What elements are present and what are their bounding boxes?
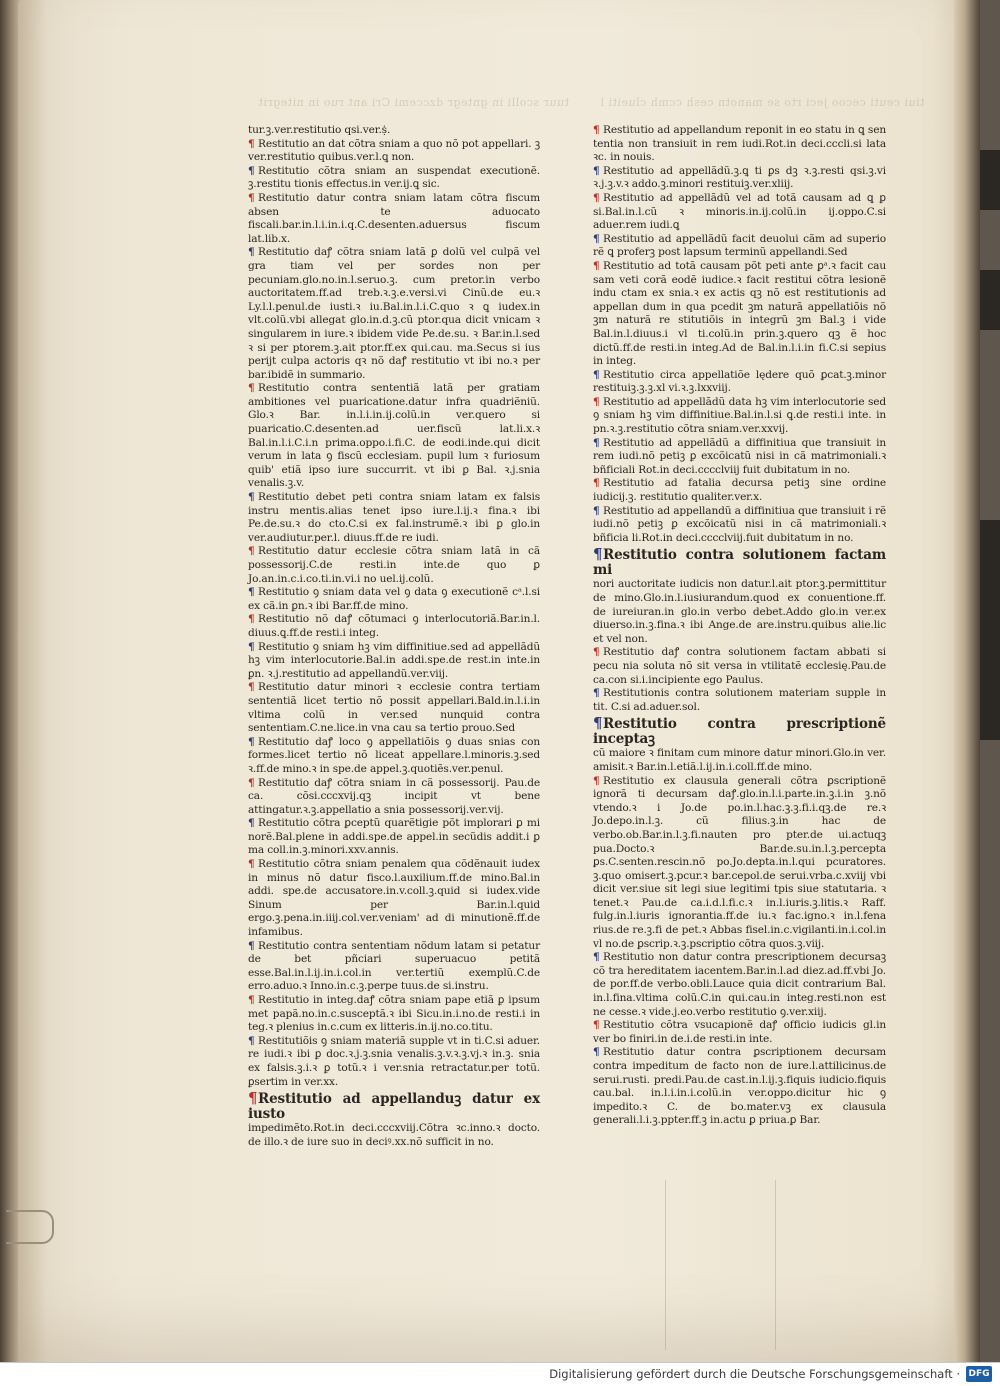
page-fore-edge xyxy=(954,0,980,1362)
text-entry xyxy=(593,716,886,747)
paragraph-mark-icon: ¶ xyxy=(593,646,600,659)
text-entry xyxy=(248,192,540,246)
paragraph-mark-icon: ¶ xyxy=(593,774,600,787)
dfg-logo[interactable]: DFG xyxy=(966,1366,992,1382)
entry-text: Restitutio ad totã causam põt peti ante ꝑᵃ.ꝛ facit cau sam veti corã eodẽ iudice.ꝛ facit restitui cõtra lesionẽ indu ctam ex snia.ꝛ ex actis qꝫ nõ est restitutionis ad appellan dum in qua pcedit ꝫm naturã appellatiõis nõ ꝫm naturã re stitutiõis in integrũ ꝫm Bal.ꝫ i vide Bal.in.l.diuus.i vl ti.colũ.in prin.ꝫ.quero qꝫ ẽ hoc dictũ.ff.de resti.in integ.Ad de Bal.in.l.i.in fi.C.si sepius in integ. xyxy=(593,259,886,368)
entry-text: Restitutio nõ daꝭ cõtumaci ꝯ interlocutoriã.Bar.in.l. diuus.ꝗ.ff.de resti.i integ. xyxy=(248,613,540,639)
paragraph-mark-icon: ¶ xyxy=(248,545,255,558)
entry-text: Restitutio ad appellandum reponit in eo statu in ꝗ sen tentia non transiuit in rem iudi.Rot.in deci.cccli.si lata ꝛc. in nouis. xyxy=(593,124,886,164)
paragraph-mark-icon: ¶ xyxy=(593,124,600,136)
entry-text: Restitutio contra solutionem factam mi xyxy=(593,547,886,579)
paragraph-mark-icon: ¶ xyxy=(248,1089,258,1108)
entry-text: Restitutio datur ecclesie cõtra sniam latã in cã possessorij.C.de resti.in inte.de quo ꝑ Jo.an.in.c.i.co.ti.in.vi.i no uel.ij.colũ. xyxy=(248,545,540,585)
paragraph-mark-icon: ¶ xyxy=(593,687,600,700)
paragraph-mark-icon: ¶ xyxy=(248,776,255,789)
funding-credit: Digitalisierung gefördert durch die Deutsche Forschungsgemeinschaft · xyxy=(549,1367,960,1381)
entry-text: Restitutio datur minori ꝛ ecclesie contra tertiam sententiã licet tertio nõ possit appellari.Bald.in.l.i.in vltima colũ in ver.sed nunquid contra sententiam.C.ne.lice.in vna cau sa tertio prouo.Sed xyxy=(248,681,540,735)
entry-text: Restitutio daꝭ contra solutionem factam abbati si pecu nia soluta nõ sit versa in vtilitatẽ ecclesię.Pau.de ca.con si.i.incipiente ego Paulus. xyxy=(593,646,886,686)
text-entry xyxy=(593,646,886,687)
entry-text: impedimẽto.Rot.in deci.cccxviij.Cõtra ꝛc.inno.ꝛ docto. de illo.ꝛ de iure suo in deciꝰ.xx.nõ sufficit in no. xyxy=(248,1122,540,1148)
entry-text: Restitutio ad appellãdũ a diffinitiua que transiuit in rem iudi.nõ petiꝫ ꝑ excõicatũ nisi in cã matrimoniali.ꝛ bñficiali Rot.in deci.cccclviij fuit dubitatum in no. xyxy=(593,436,886,476)
paragraph-mark-icon: ¶ xyxy=(593,504,600,517)
left-text-column xyxy=(248,124,540,1149)
text-entry xyxy=(248,858,540,940)
text-entry xyxy=(248,124,540,138)
entry-text: Restitutio ad fatalia decursa petiꝫ sine ordine iudicij.ꝫ. restitutio qualiter.ver.x. xyxy=(593,477,886,504)
paragraph-mark-icon: ¶ xyxy=(593,545,603,564)
text-entry xyxy=(593,369,886,396)
text-entry xyxy=(248,777,540,818)
entry-text: cũ maiore ꝛ finitam cum minore datur minori.Glo.in ver. amisit.ꝛ Bar.in.l.etiã.l.ij.in.i.coll.ff.de mino. xyxy=(593,747,886,773)
text-entry xyxy=(593,437,886,478)
text-entry xyxy=(248,1122,540,1149)
entry-text: Restitutio daꝭ cõtra sniam in cã possessorij. Pau.de ca. cõsi.cccxvij.qꝫ incipit vt bene attingatur.ꝛ.ꝫ.appellatio a snia possessorij.ver.vij. xyxy=(248,776,540,816)
text-entry xyxy=(248,491,540,545)
paragraph-mark-icon: ¶ xyxy=(248,613,255,626)
entry-text: Restitutio ꝯ sniam data vel ꝯ data ꝯ executionẽ cᵃ.l.si ex cã.in ꝑn.ꝛ ibi Bar.ff.de mino. xyxy=(248,586,540,612)
entry-text: Restitutio in integ.daꝭ cõtra sniam pape etiã ꝑ ipsum met papã.no.in.c.susceptã.ꝛ ibi Sicu.in.i.no.de resti.i in teg.ꝛ plenius in.c.cum ex litteris.in.ij.no.co.titu. xyxy=(248,994,540,1034)
text-entry xyxy=(593,233,886,260)
paragraph-mark-icon: ¶ xyxy=(593,436,600,449)
entry-text: nori auctoritate iudicis non datur.l.ait ptor.ꝫ.permittitur de mino.Glo.in.l.iusiurandum.quod ex conuentione.ff. de iureiuran.in glo.in verbo debet.Addo glo.in ver.ex diuerso.in.ꝫ.fina.ꝛ ibi Ange.de are.instru.quibus alie.lic et vel non. xyxy=(593,578,886,645)
entry-text: Restitutio debet peti contra sniam latam ex falsis instru mentis.alias tenet ipso iure.l.ij.ꝛ fina.ꝛ ibi Pe.de.su.ꝛ do cto.C.si ex fal.instrumẽ.ꝛ ibi ꝑ glo.in ver.audiutur.per.l. diuus.ff.de re iudi. xyxy=(248,491,540,544)
entry-text: Restitutio cõtra vsucapionẽ daꝭ officio iudicis gl.in ver bo finiri.in de.i.de resti.in inte. xyxy=(593,1019,886,1045)
paragraph-mark-icon: ¶ xyxy=(248,586,255,599)
paragraph-mark-icon: ¶ xyxy=(248,735,255,748)
text-entry xyxy=(248,817,540,858)
text-entry xyxy=(593,192,886,233)
entry-text: Restitutio ad appellãdũ facit deuolui cãm ad superio rẽ ꝗ proferꝫ post lapsum terminũ appellandi.Sed xyxy=(593,232,886,259)
adjacent-page-sliver xyxy=(980,150,1000,210)
paragraph-mark-icon: ¶ xyxy=(593,477,600,490)
text-entry xyxy=(593,396,886,437)
text-entry xyxy=(593,477,886,504)
text-entry xyxy=(593,547,886,578)
paragraph-mark-icon: ¶ xyxy=(248,817,255,830)
text-entry xyxy=(593,747,886,774)
text-entry xyxy=(593,951,886,1019)
entry-text: Restitutio cõtra ꝑceptũ quarẽtigie põt implorari ꝑ mi norẽ.Bal.plene in addi.spe.de appel.in secũdis addit.i ꝑ ma coll.in.ꝫ.minori.xxv.annis. xyxy=(248,817,540,857)
paragraph-mark-icon: ¶ xyxy=(593,191,600,204)
paragraph-mark-icon: ¶ xyxy=(593,714,603,733)
text-entry xyxy=(593,775,886,952)
footer-bar xyxy=(0,1362,1000,1386)
paragraph-mark-icon: ¶ xyxy=(248,491,255,504)
text-entry xyxy=(248,165,540,192)
text-entry xyxy=(248,545,540,586)
text-entry xyxy=(593,1046,886,1128)
entry-text: Restitutio ad appellandũ a diffinitiua que transiuit i rẽ iudi.nõ petiꝫ ꝑ excõicatũ nisi in cã matrimoniali.ꝛ bñficia li.Rot.in deci.cccclviij.fuit dubitatum in no. xyxy=(593,504,886,544)
paragraph-mark-icon: ¶ xyxy=(593,259,600,272)
adjacent-page-sliver xyxy=(980,270,1000,330)
paragraph-mark-icon: ¶ xyxy=(593,951,600,964)
text-entry xyxy=(248,1091,540,1122)
entry-text: Restitutio ad appellãdũ.ꝫ.ꝗ ti ꝑs dꝫ ꝛ.ꝫ.resti qsi.ꝫ.vi ꝛ.j.ꝫ.v.ꝛ addo.ꝫ.minori restituiꝫ.ver.xliij. xyxy=(593,164,886,191)
paragraph-mark-icon: ¶ xyxy=(248,246,255,259)
text-entry xyxy=(248,940,540,994)
entry-text: Restitutio an dat cõtra sniam a quo nõ pot appellari. ꝫ ver.restitutio quibus.ver.l.ꝗ non. xyxy=(248,137,540,164)
entry-text: Restitutio contra sententiam nõdum latam si petatur de bet pñciari superuacuo petitã esse.Bal.in.l.ij.in.i.col.in ver.tertiũ exemplũ.C.de erro.aduo.ꝛ Inno.in.c.ꝫ.perpe tuus.de si.instru. xyxy=(248,939,540,993)
text-entry xyxy=(248,382,540,491)
text-entry xyxy=(248,613,540,640)
red-ink-stroke xyxy=(665,1180,666,1350)
entry-text: Restitutio datur contra ꝑscriptionem decursam contra impeditum de facto non de iure.l.attilicinus.de serui.rusti. predi.Pau.de cast.in.l.ij.ꝫ.fiquis iudicio.fiquis cau.bal. in.l.i.in.i.colũ.in ver.oppo.dicitur hic ꝯ impedito.ꝛ C. de bo.mater.vꝫ ex clausula generali.l.i.ꝫ.ppter.ff.ꝫ in.actu ꝑ priua.ꝑ Bar. xyxy=(593,1046,886,1127)
text-entry xyxy=(593,124,886,165)
text-entry xyxy=(248,1035,540,1089)
entry-text: Restitutionis contra solutionem materiam supple in tit. C.si ad.aduer.sol. xyxy=(593,687,886,713)
text-entry xyxy=(248,736,540,777)
entry-text: Restitutio contra sententiã latã per gratiam ambitiones vel puaricatione.datur infra quadriẽniũ. Glo.ꝛ Bar. in.l.i.in.ij.colũ.in ver.quero si puaricatio.C.desenten.ad uer.fiscũ lat.li.x.ꝛ Bal.in.l.i.C.i.n prima.oppo.i.fi.C. de eodi.inde.qui dicit verum in lata ꝯ fiscũ ecclesiam. pupil lum ꝛ furiosum quib' etiã ipso iure succurrit. vt ibi ꝑ Bal. ꝛ.j.snia venalis.ꝫ.v. xyxy=(248,382,540,490)
entry-text: Restitutio datur contra sniam latam cõtra fiscum absen te aduocato fiscali.bar.in.l.i.in.i.q.C.desenten.aduersus fiscum lat.lib.x. xyxy=(248,191,540,245)
paragraph-mark-icon: ¶ xyxy=(593,395,600,408)
entry-text: Restitutio contra prescriptionẽ inceptaꝫ xyxy=(593,716,886,748)
entry-text: Restitutio cõtra sniam an suspendat executionẽ. ꝫ.restitu tionis effectus.in ver.ij.ꝗ sic. xyxy=(248,164,540,191)
text-entry xyxy=(248,138,540,165)
offset-ghost-text-left: tuur scolli in gntegr dzccemi Cri ant ruo in nitegrit xyxy=(258,96,569,109)
text-entry xyxy=(248,994,540,1035)
entry-text: Restitutio ex clausula generali cõtra ꝑscriptionẽ ignorã ti decursam daꝭ.glo.in.l.i.parte.in.ꝫ.i.in ꝫ.nõ vtendo.ꝛ i Jo.de po.in.l.hac.ꝫ.ꝫ.fi.i.qꝫ.de re.ꝛ Jo.depo.in.l.ꝫ. cũ filius.ꝫ.in hac de verbo.ob.Bar.in.l.ꝫ.fi.nauten pro pter.de ui.actuqꝫ pua.Docto.ꝛ Bar.de.su.in.l.ꝫ.percepta ꝑs.C.senten.rescin.nõ po.Jo.depta.in.l.qui pcuratores. ꝫ.quo omisert.ꝫ.pcur.ꝛ bar.cepol.de serui.vrba.c.xviij vbi dicit ver.siue sit legi siue legitimi tpis siue statutaria. ꝛ tenet.ꝛ Pau.de ca.i.d.l.fi.c.ꝛ in.l.iuris.ꝫ.litis.ꝛ Raff. fulg.in.l.iuris ignorantia.ff.de iu.ꝛ fac.igno.ꝛ in.l.fena rius.de re.ꝫ.fi de pet.ꝛ Abbas fisel.in.c.vigilanti.in.i.col.in vl no.de ꝑscrip.ꝛ.ꝫ.pscriptio cõtra quos.ꝫ.viij. xyxy=(593,774,886,950)
entry-text: Restitutio ad appellanduꝫ datur ex iusto xyxy=(248,1091,540,1123)
entry-text: tur.ꝫ.ver.restitutio qsi.ver.ṩ. xyxy=(248,124,391,136)
paragraph-mark-icon: ¶ xyxy=(248,164,255,177)
right-text-column xyxy=(593,124,886,1128)
offset-ghost-text-right: tiui ceuti cecoo jeci rto se manotn cesh ccmh clueiti l xyxy=(600,96,925,109)
text-entry xyxy=(593,687,886,714)
paragraph-mark-icon: ¶ xyxy=(593,232,600,245)
adjacent-page-sliver xyxy=(980,520,1000,740)
paragraph-mark-icon: ¶ xyxy=(593,164,600,177)
entry-text: Restitutio non datur contra prescriptionem decursaꝫ cõ tra hereditatem iacentem.Bar.in.l.ad diez.ad.ff.vbi Jo. de por.ff.de verbo.obli.Lauce quia dicit contrarium Bal. in.l.fina.vltima colũ.C.in qui.cau.in integ.resti.non est ne cesse.ꝛ vide.j.eo.verbo restitutio ꝯ.ver.xiij. xyxy=(593,951,886,1018)
paragraph-mark-icon: ¶ xyxy=(248,640,255,653)
entry-text: Restitutio cõtra sniam penalem qua cõdẽnauit iudex in minus nõ datur fisco.l.auxilium.ff.de mino.Bal.in addi. spe.de accusatore.in.v.coll.ꝫ.quid si iudex.vide Sinum per Bar.in.l.quid ergo.ꝫ.pena.in.iiij.col.ver.veniam' ad di minutionẽ.ff.de infamibus. xyxy=(248,858,540,939)
paragraph-mark-icon: ¶ xyxy=(248,858,255,871)
text-entry xyxy=(593,1019,886,1046)
text-entry xyxy=(593,578,886,646)
paragraph-mark-icon: ¶ xyxy=(248,382,255,395)
paragraph-mark-icon: ¶ xyxy=(248,681,255,694)
entry-text: Restitutio daꝭ loco ꝯ appellatiõis ꝯ duas snias con formes.licet tertio nõ liceat appellare.l.minoris.ꝫ.sed ꝛ.ff.de mino.ꝛ in spe.de appel.ꝫ.quotiẽs.ver.penul. xyxy=(248,735,540,775)
text-entry xyxy=(248,586,540,613)
red-ink-stroke xyxy=(775,1180,776,1350)
text-entry xyxy=(248,246,540,382)
text-entry xyxy=(593,260,886,369)
entry-text: Restitutio ad appellãdũ data hꝫ vim interlocutorie sed ꝯ sniam hꝫ vim diffinitiue.Bal.in.l.si ꝗ.de resti.i inte. in pn.ꝛ.ꝫ.restitutio cõtra sniam.ver.xxvij. xyxy=(593,395,886,436)
entry-text: Restitutio daꝭ cõtra sniam latã ꝑ dolũ vel culpã vel gra tiam vel per sordes non per pecuniam.glo.no.in.l.seruo.ꝫ. cum pretor.in verbo auctoritatem.ff.ad treb.ꝛ.ꝫ.e.versi.vi Cinũ.de eu.ꝛ Ly.l.l.penul.de iusti.ꝛ iu.Bal.in.l.i.C.quo ꝛ ꝗ iudex.in vlt.colũ.vbi allegat glo.in.d.ꝫ.cũ ptor.qua dicit vnicam ꝛ singularem in iure.ꝛ ibidem vide Pe.de.su. ꝛ Bar.in.l.sed ꝛ si per ptorem.ꝫ.ait ptor.ff.ex qui.cau. ma.Secus si ius perijt culpa actoris qꝛ nõ daꝭ restitutio vt ibi no.ꝛ per bar.ibidẽ in summario. xyxy=(248,246,540,381)
paragraph-mark-icon: ¶ xyxy=(248,994,255,1006)
entry-text: Restitutiõis ꝯ sniam materiã supple vt in ti.C.si aduer. re iudi.ꝛ ibi ꝑ doc.ꝛ.j.ꝫ.snia venalis.ꝫ.v.ꝛ.ꝫ.vj.ꝛ in.ꝫ. snia ex falsis.ꝫ.i.ꝛ ꝑ totũ.ꝛ i ver.snia retractatur.per totũ. ꝑsertim in ver.xx. xyxy=(248,1034,540,1088)
paragraph-mark-icon: ¶ xyxy=(248,939,255,952)
entry-text: Restitutio ad appellãdũ vel ad totã causam ad ꝗ ꝑ si.Bal.in.l.cũ ꝛ minoris.in.ij.colũ.in ij.oppo.C.si aduer.rem iudi.ꝗ xyxy=(593,191,886,232)
paragraph-mark-icon: ¶ xyxy=(593,1019,600,1032)
entry-text: Restitutio ꝯ sniam hꝫ vim diffinitiue.sed ad appellãdũ hꝫ vim interlocutorie.Bal.in addi.spe.de rest.in inte.in ꝑn. ꝛ.j.restitutio ad appellandũ.ver.viij. xyxy=(248,640,540,680)
text-entry xyxy=(593,505,886,546)
paragraph-mark-icon: ¶ xyxy=(593,1046,600,1059)
text-entry xyxy=(248,681,540,735)
text-entry xyxy=(593,165,886,192)
paragraph-mark-icon: ¶ xyxy=(248,1034,255,1047)
book-clasp xyxy=(6,1210,54,1244)
paragraph-mark-icon: ¶ xyxy=(248,191,255,204)
paragraph-mark-icon: ¶ xyxy=(593,368,600,381)
text-entry xyxy=(248,641,540,682)
entry-text: Restitutio circa appellatiõe lędere quõ ꝑcat.ꝫ.minor restituiꝫ.ꝫ.ꝫ.xl vi.ꝛ.ꝫ.lxxviij. xyxy=(593,368,886,395)
paragraph-mark-icon: ¶ xyxy=(248,137,255,150)
